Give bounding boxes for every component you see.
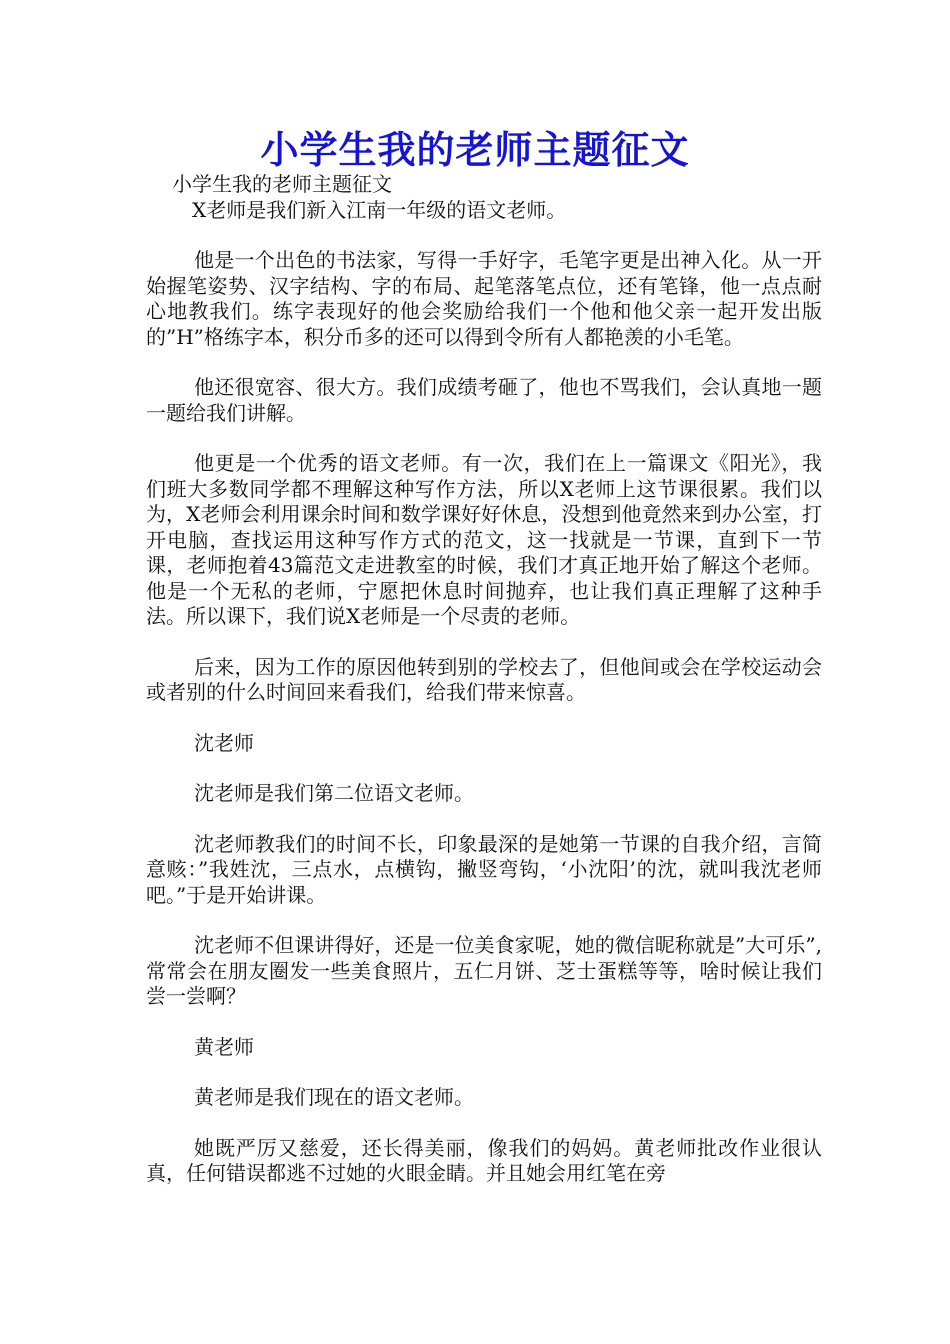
section-heading-shen: 沈老师: [194, 730, 254, 755]
section-heading-huang: 黄老师: [194, 1034, 254, 1059]
paragraph-8: 沈老师不但课讲得好，还是一位美食家呢，她的微信昵称就是”大可乐”,常常会在朋友圈发一些美食照片，五仁月饼、芝士蛋糕等等，啥时候让我们尝一尝啊？: [146, 933, 822, 1008]
paragraph-9: 黄老师是我们现在的语文老师。: [194, 1085, 474, 1109]
paragraph-gap: [146, 350, 822, 375]
paragraph-gap: [146, 426, 822, 451]
paragraph-gap: [146, 630, 822, 655]
paragraph-4: 他更是一个优秀的语文老师。有一次，我们在上一篇课文《阳光》，我们班大多数同学都不理解这种写作方法，所以X老师上这节课很累。我们以为，X老师会利用课余时间和数学课好好休息，没想到他竟然来到办公室，打开电脑，查找运用这种写作方式的范文，这一找就是一节课，直到下一节课，老师抱着43篇范文走进教室的时候，我们才真正地开始了解这个老师。他是一个无私的老师，宁愿把休息时间抛弃，也让我们真正理解了这种手法。所以课下，我们说X老师是一个尽责的老师。: [146, 451, 822, 628]
paragraph-gap: [146, 1010, 822, 1035]
paragraph-10: 她既严厉又慈爱，还长得美丽，像我们的妈妈。黄老师批改作业很认真，任何错误都逃不过她的火眼金睛。并且她会用红笔在旁: [146, 1135, 822, 1185]
document-subtitle: 小学生我的老师主题征文: [172, 172, 392, 196]
paragraph-gap: [146, 1060, 822, 1085]
paragraph-7: 沈老师教我们的时间不长，印象最深的是她第一节课的自我介绍，言简意赅：”我姓沈，三点水，点横钩，撇竖弯钩，‘小沈阳’的沈，就叫我沈老师吧。”于是开始讲课。: [146, 831, 822, 907]
paragraph-gap: [146, 807, 822, 832]
paragraph-gap: [146, 756, 822, 781]
document-title: 小学生我的老师主题征文: [260, 127, 690, 172]
paragraph-gap: [146, 706, 822, 731]
paragraph-gap: [146, 223, 822, 248]
document-body: [146, 172, 822, 1187]
paragraph-6: 沈老师是我们第二位语文老师。: [194, 781, 474, 805]
paragraph-2: 他是一个出色的书法家，写得一手好字，毛笔字更是出神入化。从一开始握笔姿势、汉字结构、字的布局、起笔落笔点位，还有笔锋，他一点点耐心地教我们。练字表现好的他会奖励给我们一个他和他父亲一起开发出版的”H”格练字本，积分币多的还可以得到令所有人都艳羡的小毛笔。: [146, 248, 822, 349]
paragraph-1: X老师是我们新入江南一年级的语文老师。: [192, 197, 567, 222]
paragraph-5: 后来，因为工作的原因他转到别的学校去了，但他间或会在学校运动会或者别的什么时间回来看我们，给我们带来惊喜。: [146, 654, 822, 704]
paragraph-gap: [146, 1111, 822, 1136]
paragraph-3: 他还很宽容、很大方。我们成绩考砸了，他也不骂我们，会认真地一题一题给我们讲解。: [146, 375, 822, 425]
paragraph-gap: [146, 908, 822, 933]
